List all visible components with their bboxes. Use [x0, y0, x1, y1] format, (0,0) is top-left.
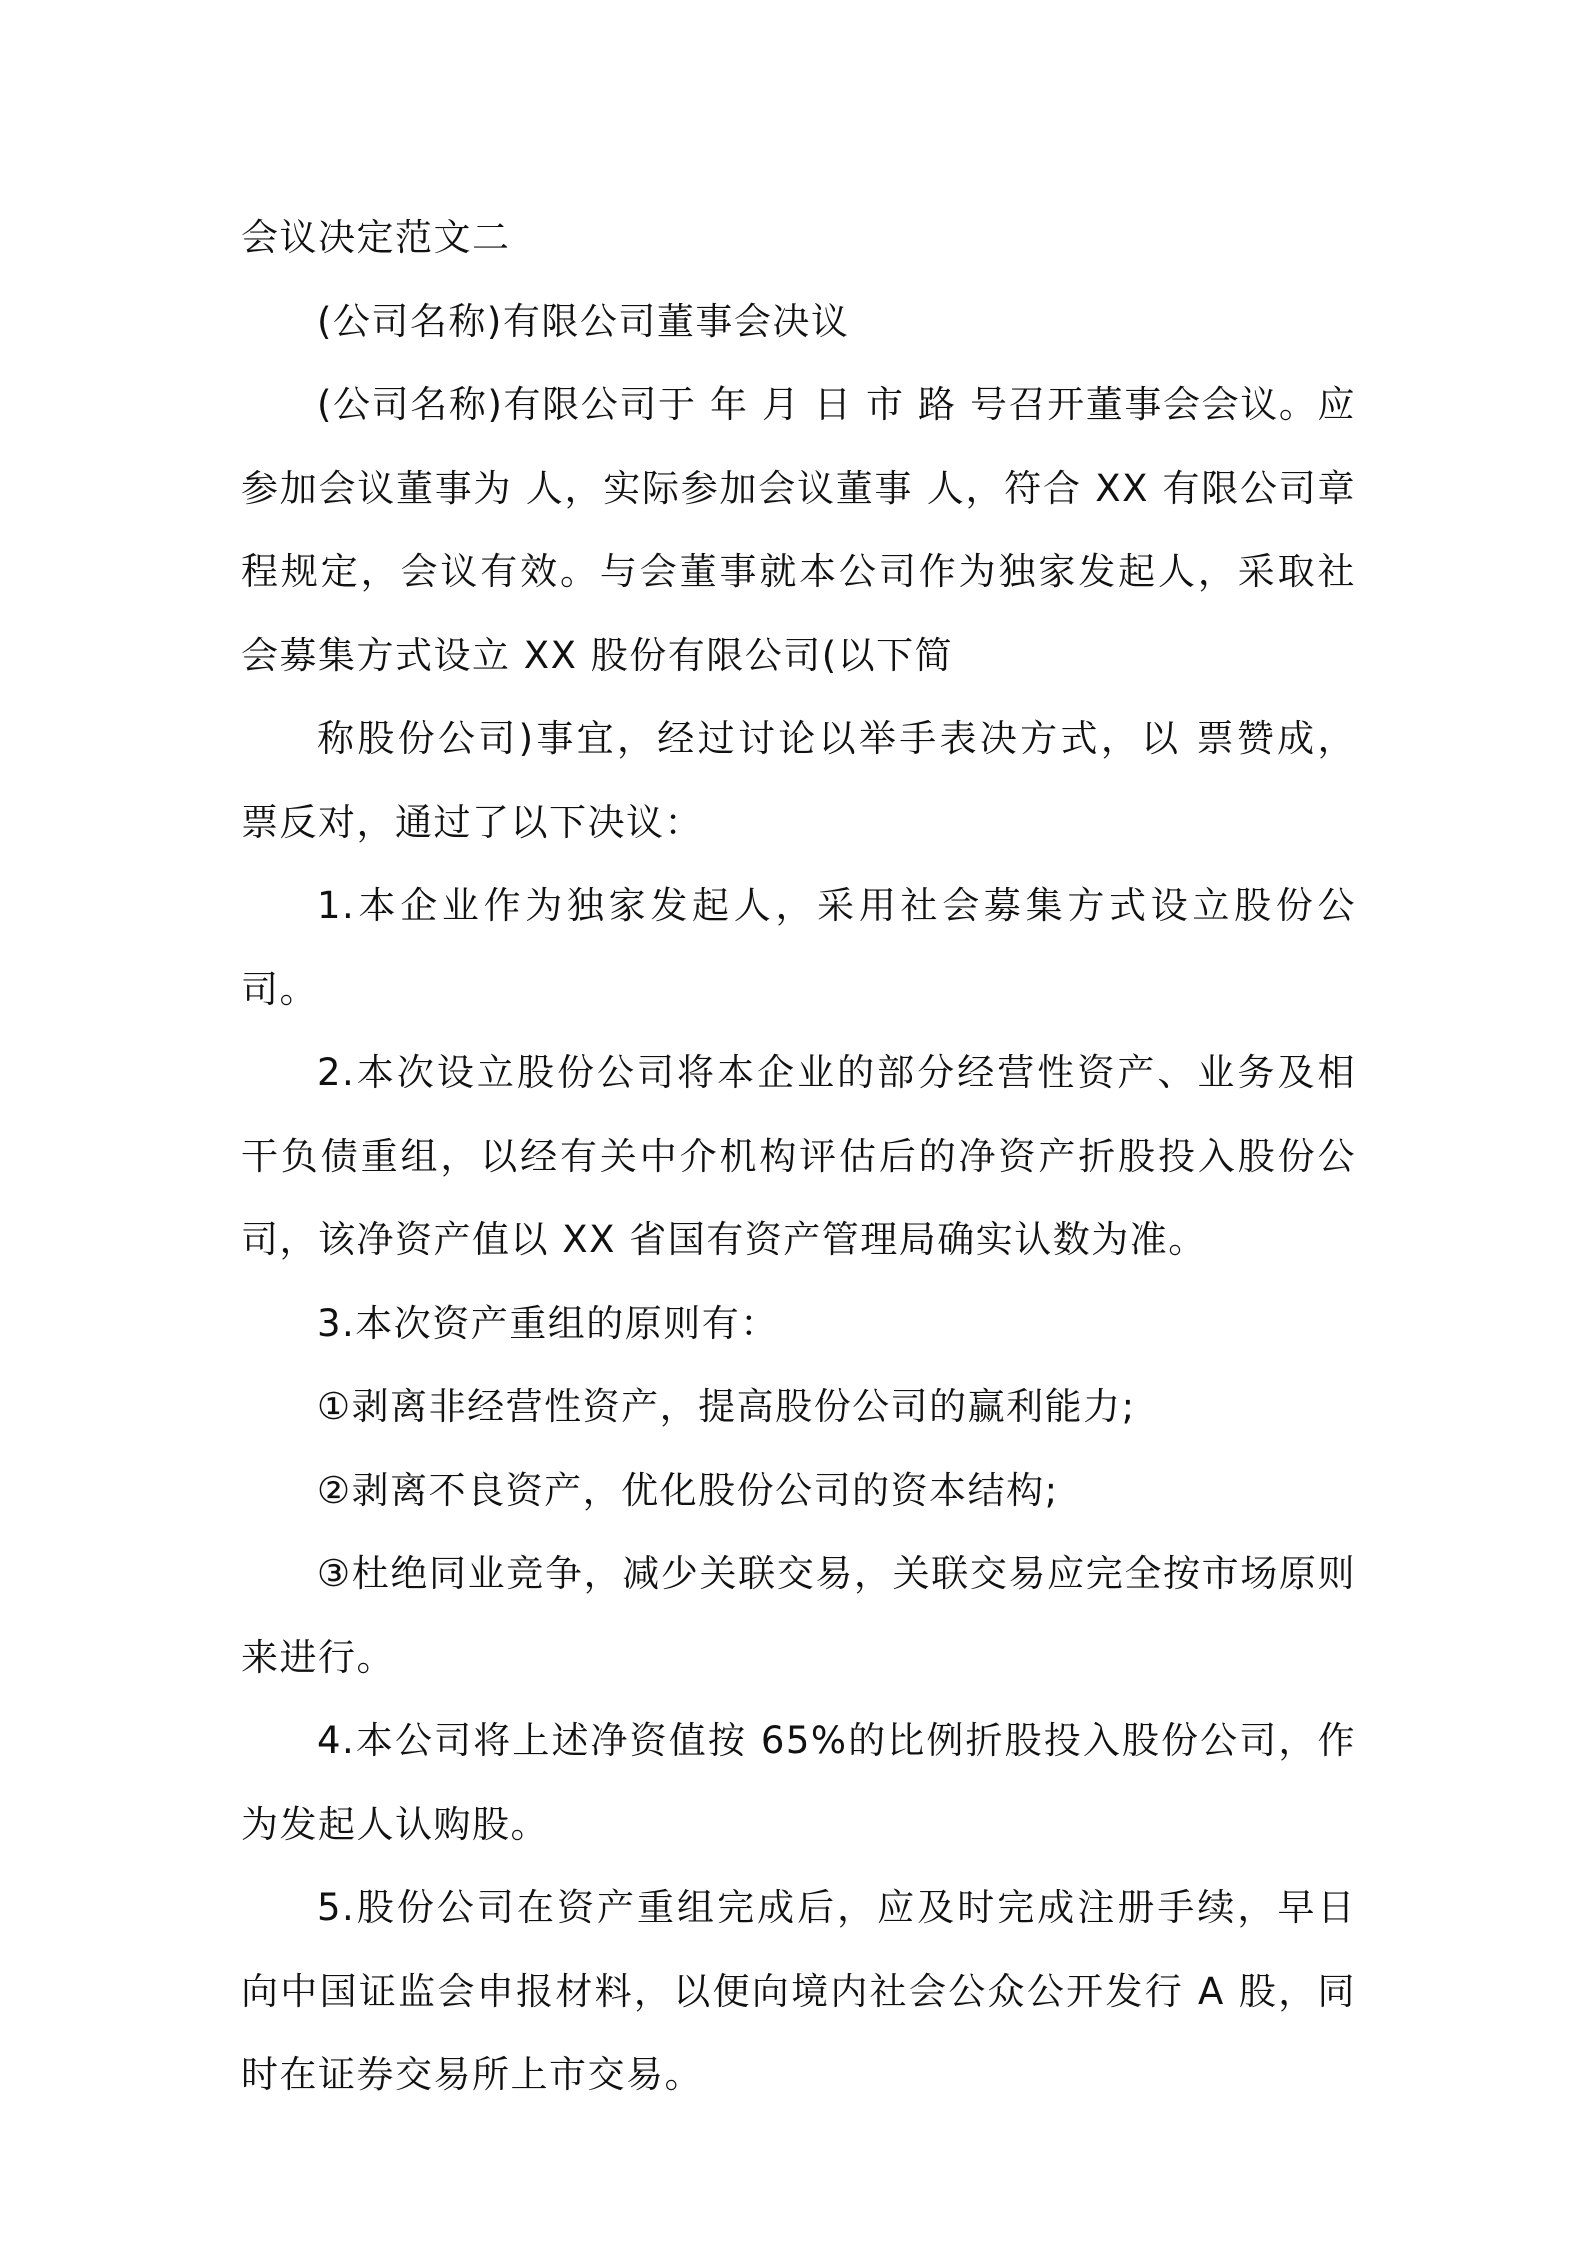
resolution-item-1: 1.本企业作为独家发起人，采用社会募集方式设立股份公司。 — [241, 884, 1356, 1011]
resolution-item-2: 2.本次设立股份公司将本企业的部分经营性资产、业务及相干负债重组，以经有关中介机构评估后的净资产折股投入股份公司，该净资产值以 XX 省国有资产管理局确实认数为准。 — [241, 1051, 1356, 1261]
paragraph-meeting-info: (公司名称)有限公司于 年 月 日 市 路 号召开董事会会议。应参加会议董事为 人，实际参加会议董事 人，符合 XX 有限公司章程规定，会议有效。与会董事就本公司作为独家发起人，采取社会募集方式设立 XX 股份有限公司(以下简 — [241, 383, 1356, 677]
principle-item-2: ②剥离不良资产，优化股份公司的资本结构; — [317, 1468, 1059, 1512]
principle-item-3: ③杜绝同业竞争，减少关联交易，关联交易应完全按市场原则来进行。 — [241, 1552, 1356, 1679]
resolution-item-3: 3.本次资产重组的原则有： — [317, 1301, 779, 1345]
document-body — [241, 196, 1356, 2117]
resolution-title: (公司名称)有限公司董事会决议 — [317, 299, 850, 343]
principle-item-1: ①剥离非经营性资产，提高股份公司的赢利能力; — [317, 1385, 1136, 1428]
resolution-item-5: 5.股份公司在资产重组完成后，应及时完成注册手续，早日向中国证监会申报材料，以便向境内社会公众公开发行 A 股，同时在证券交易所上市交易。 — [241, 1886, 1356, 2096]
document-heading: 会议决定范文二 — [241, 216, 511, 259]
resolution-item-4: 4.本公司将上述净资值按 65%的比例折股投入股份公司，作为发起人认购股。 — [241, 1719, 1356, 1846]
paragraph-vote: 称股份公司)事宜，经过讨论以举手表决方式，以 票赞成， 票反对，通过了以下决议： — [241, 717, 1356, 844]
